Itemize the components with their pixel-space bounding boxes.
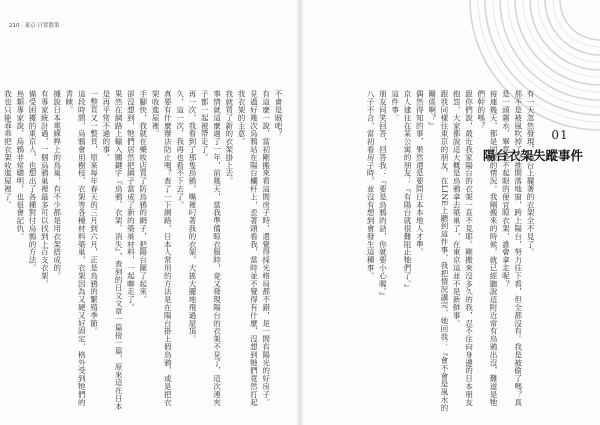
paragraph: 京人建住在某公寓的朋友：『有陽台就很難阻止牠們了。』 [403, 90, 413, 292]
paragraph: 朋友同笑回答，回答我：『要是烏鴉的話，你就要小心喔。』 [378, 90, 388, 300]
paragraph: 有這麼一說，當初剛搬來看這間房子時，還覺得採光格局都不錯，是一間有陽光的好房子。 [261, 90, 271, 406]
paragraph: 鳥類專家說，烏鴉非常聰明，也很會記仇。 [15, 90, 25, 241]
paragraph: 偶然得知的事，果然還是要問日本本地人才準。 [415, 90, 425, 256]
left-page-body [3, 90, 284, 412]
paragraph: 不會是賊吧？ [274, 90, 283, 138]
paragraph: 有一天忽然發現，陽台上擺著的衣架全不見了。 [526, 90, 535, 256]
paragraph: 那不是被風吹掉了？推開落地窗，跨上陽台，努力往下看，但全都沒有。我是被偷了嗎？真是一頭霧水，畢竟是不起眼的便宜晾衣架，誰會拿走呢？ [501, 90, 523, 406]
paragraph: 一整頁又一整頁，原來每年春天的三月到六月，正是烏鴉的繁殖季節。 [89, 90, 99, 335]
book-gutter [296, 0, 304, 425]
paragraph: 跟我同樣住東京的朋友，在LINE上聽到這件事，我把情況講完，她回我：『會不會是風水的關係啊？』 [427, 90, 449, 412]
paragraph: 接連幾天，都是同樣的情況。我剛搬來的時候，就已經聽說這附近常有烏鴉出沒，難道是牠們幹的嗎？ [476, 90, 499, 406]
paragraph: 跟你們說，最近我家陽台的衣架一直不見耶。剛搬來沒多久的我，忍不住向身邊的日本朋友抱怨，大家都說這大概是烏鴉拿去築巢了，在東京這並不是新鮮事。 [452, 90, 474, 406]
paragraph: 手腳快，我就在藥妝店買了防烏鴉的網子，把陽台圍了起來。 [138, 90, 148, 304]
paragraph: 再一次，我看到了那隻烏鴉，嘴裡叼著我的衣架，大搖大擺地飛過屋頂。 [187, 90, 197, 343]
paragraph: 據說日本電線桿上的鳥巢，有不少都是用衣架搭成的。 [52, 90, 62, 280]
paragraph: 有專家統計過，一個烏鴉巢裡最多可以找到上百支衣架。 [40, 90, 50, 288]
paragraph: 這段時間，烏鴉會用樹枝、衣架等各種材料築巢，衣架因為又硬又好固定，格外受到牠們的青睞。 [64, 90, 87, 406]
running-header: 210 ‧ 東京‧日常散策 [9, 23, 60, 29]
paragraph: 我也只能乖乖把衣架收進屋裡了。 [3, 90, 13, 209]
paragraph: 久，這一次，我再也看不下去了。 [175, 90, 185, 209]
paragraph: 見過好幾次烏鴉站在陽台欄杆上，歪著頭看我，當時並不覺得有什麼，沒想到牠們竟然打起我衣架的主意。 [237, 90, 259, 406]
chapter-title: 陽台衣架失蹤事件 [482, 148, 583, 163]
chapter-number: 01 [551, 128, 569, 142]
paragraph: 八子不合，當初看房子時，並沒有想到會發生這種事。 [366, 90, 376, 280]
paragraph: 果然在網路上輸入關鍵字『烏鴉、衣架、消失』，查到的日文文章一篇接一篇，原來這在日本是再平常不過的事。 [101, 90, 124, 411]
paragraph: 卻沒想到，牠們居然把網子當成了新的築巢材料，一起啣走了。 [126, 90, 136, 312]
paragraph: 真要有什麼辦法防止嗎？查了一下網路，日本人常用的方法是在陽台掛上假烏鴉，或是把衣架收進屋裡。 [151, 90, 173, 406]
right-page-body [314, 90, 536, 412]
paragraph: 這件事。 [390, 90, 400, 122]
paragraph: 我就買了新的衣架掛上去。 [224, 90, 234, 185]
paragraph: 備受困擾的東京人，也想出了各種對付烏鴉的方法。 [28, 90, 38, 272]
paragraph: 事情就這麼過了一年，前幾天，當我準備晾衣服時，竟又發現陽台的衣架不見了，這次連夾子都一起被帶走了。 [200, 90, 222, 406]
